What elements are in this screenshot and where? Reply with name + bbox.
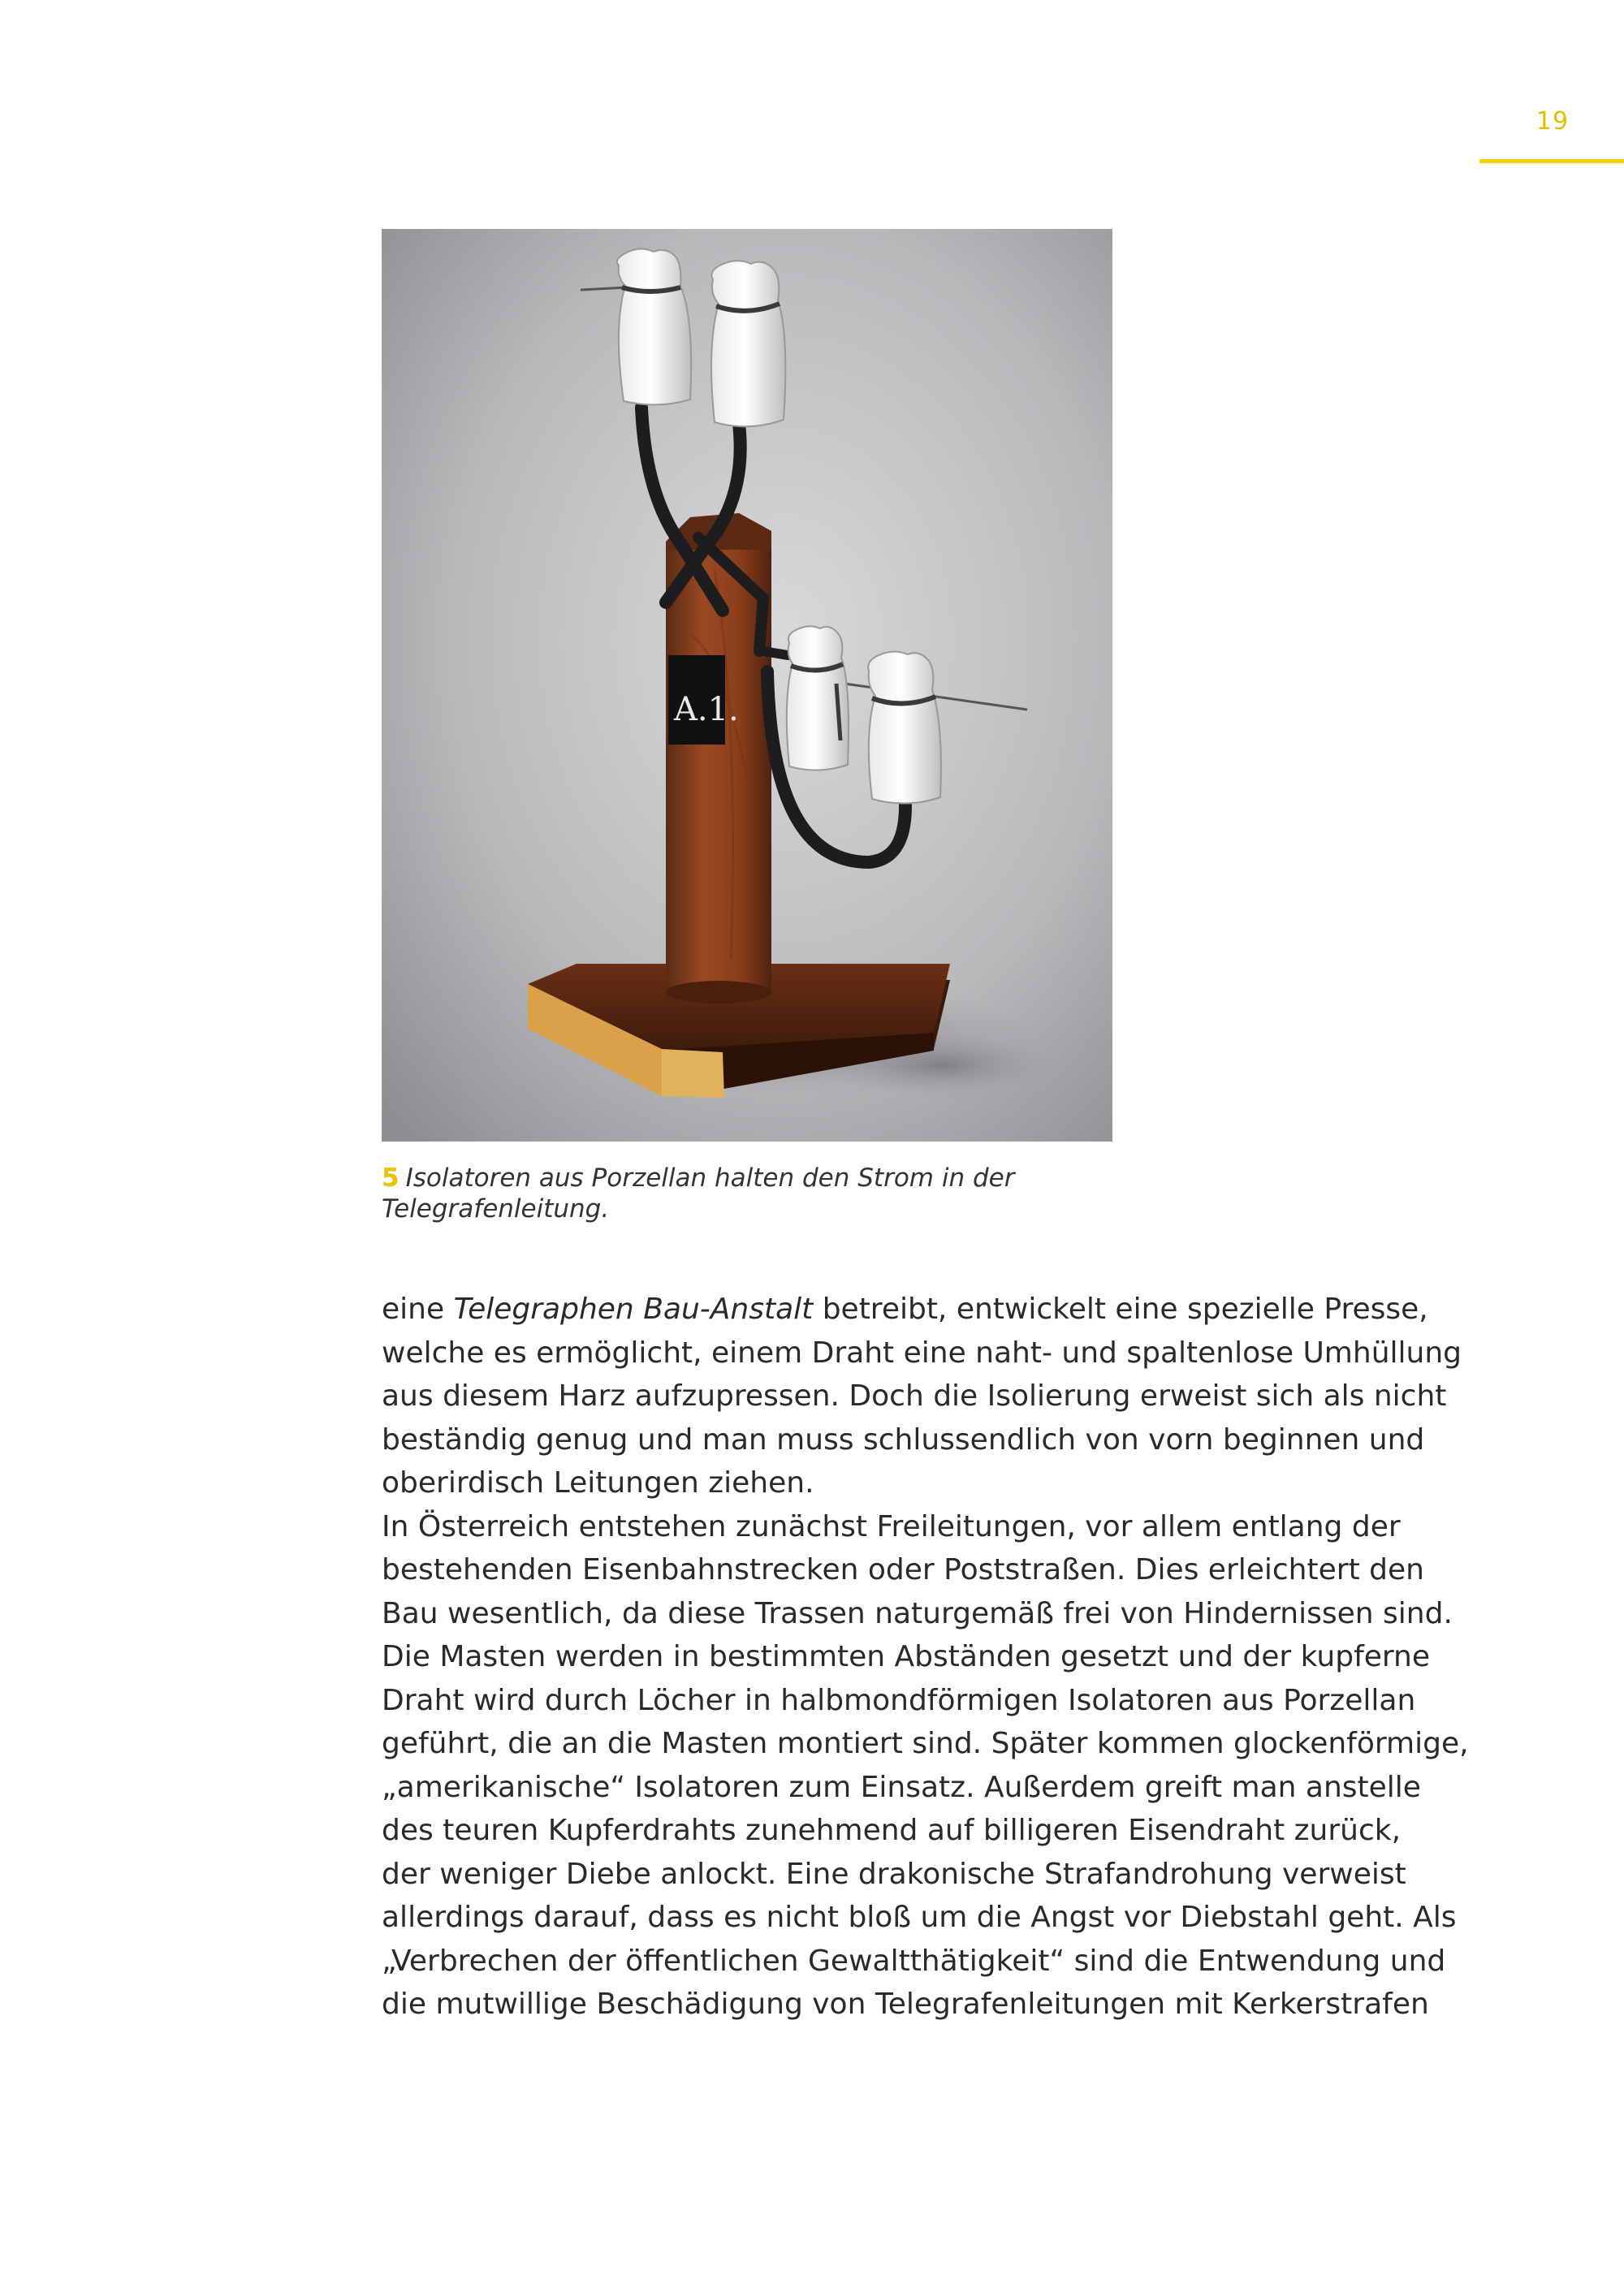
page-number-rule [1479, 159, 1624, 163]
body-line: „amerikanische“ Isolatoren zum Einsatz. Außerdem greift man anstelle [382, 1770, 1421, 1804]
body-line: In Österreich entstehen zunächst Freileitungen, vor allem entlang der [382, 1509, 1401, 1543]
italic-term: Telegraphen Bau-Anstalt [453, 1293, 814, 1326]
body-line: Die Masten werden in bestimmten Abständen gesetzt und der kupferne [382, 1640, 1431, 1673]
body-line: welche es ermöglicht, einem Draht eine naht- und spaltenlose Umhüllung [382, 1336, 1462, 1370]
body-line: oberirdisch Leitungen ziehen. [382, 1466, 814, 1500]
body-line: bestehenden Eisenbahnstrecken oder Poststraßen. Dies erleichtert den [382, 1553, 1424, 1586]
body-line: Draht wird durch Löcher in halbmondförmigen Isolatoren aus Porzellan [382, 1683, 1416, 1717]
porcelain-insulator [868, 651, 941, 803]
body-line: die mutwillige Beschädigung von Telegrafenleitungen mit Kerkerstrafen [382, 1988, 1429, 2021]
pole-label: A.1. [674, 691, 739, 728]
body-line: beständig genug und man muss schlussendlich von vorn beginnen und [382, 1422, 1425, 1457]
porcelain-insulator [617, 248, 691, 404]
body-line: der weniger Diebe anlockt. Eine drakonische Strafandrohung verweist [382, 1857, 1406, 1891]
caption-line-2: Telegrafenleitung. [382, 1194, 610, 1224]
body-line: allerdings darauf, dass es nicht bloß um die Angst vor Diebstahl geht. Als [382, 1901, 1457, 1934]
porcelain-insulator [787, 626, 849, 770]
body-line: aus diesem Harz aufzupressen. Doch die Isolierung erweist sich als nicht [382, 1379, 1447, 1413]
body-line-first: eine Telegraphen Bau-Anstalt betreibt, entwickelt eine spezielle Presse, [382, 1293, 1428, 1326]
caption-number: 5 [382, 1163, 400, 1193]
page-number: 19 [1535, 107, 1570, 136]
body-line: des teuren Kupferdrahts zunehmend auf billigeren Eisendraht zurück, [382, 1814, 1402, 1847]
body-line: geführt, die an die Masten montiert sind. Später kommen glockenförmige, [382, 1727, 1469, 1760]
caption-text: Isolatoren aus Porzellan halten den Strom in der [405, 1163, 1015, 1193]
body-text [382, 1288, 1486, 2027]
body-line: „Verbrechen der öffentlichen Gewaltthätigkeit“ sind die Entwendung und [382, 1944, 1446, 1978]
figure-caption [382, 1163, 1112, 1224]
caption-line-1 [382, 1163, 1112, 1193]
porcelain-insulator [711, 261, 785, 426]
insulator-photo [382, 229, 1112, 1142]
body-line: Bau wesentlich, da diese Trassen naturgemäß frei von Hindernissen sind. [382, 1596, 1453, 1630]
